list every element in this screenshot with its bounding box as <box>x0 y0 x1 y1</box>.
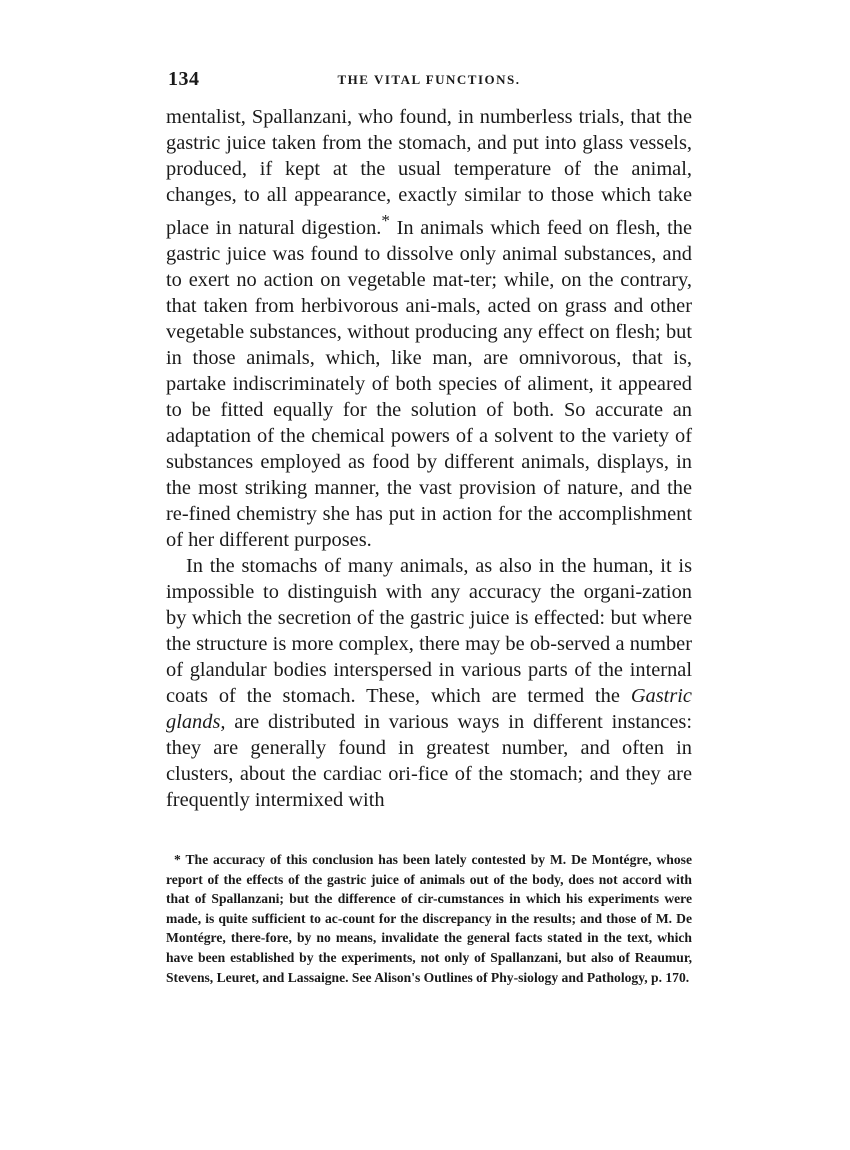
paragraph-2-text-a: In the stomachs of many animals, as also in the human, it is impossible to distinguish with any accuracy the organi-zation by which the secretion of the gastric juice is effected: but where the structure is more complex, there may be ob-served a number of glandular bodies interspersed in various parts of the internal coats of the stomach. These, which are termed the <box>166 554 692 707</box>
page-header <box>168 68 690 92</box>
gastric-glands-term: Gastric glands, <box>166 684 692 733</box>
footnote-reference: * <box>381 211 390 230</box>
body-text <box>166 104 692 813</box>
paragraph-1-text-b: In animals which feed on flesh, the gastric juice was found to dissolve only animal substances, and to exert no action on vegetable mat-ter; while, on the contrary, that taken from herbivorous ani-mals, acted on grass and other vegetable substances, without producing any effect on flesh; but in those animals, which, like man, are omnivorous, that is, partake indiscriminately of both species of aliment, it appeared to be fitted equally for the solution of both. So accurate an adaptation of the chemical powers of a solvent to the variety of substances employed as food by different animals, displays, in the most striking manner, the vast provision of nature, and the re-fined chemistry she has put in action for the accomplishment of her different purposes. <box>166 216 693 551</box>
page-number: 134 <box>168 68 200 90</box>
paragraph-1 <box>166 104 692 553</box>
paragraph-2-text-b: are distributed in various ways in different instances: they are generally found in greatest number, and often in clusters, about the cardiac ori-fice of the stomach; and they are frequently intermixed with <box>166 710 692 811</box>
running-head: THE VITAL FUNCTIONS. <box>337 72 521 87</box>
footnote-text: * The accuracy of this conclusion has been lately contested by M. De Montégre, whose report of the effects of the gastric juice of animals out of the body, does not accord with that of Spallanzani; but the difference of cir-cumstances in which his experiments were made, is quite sufficient to ac-count for the discrepancy in the results; and those of M. De Montégre, there-fore, by no means, invalidate the general facts stated in the text, which have been established by the experiments, not only of Spallanzani, but also of Reaumur, Stevens, Leuret, and Lassaigne. See Alison's Outlines of Phy-siology and Pathology, p. 170. <box>166 852 692 985</box>
footnote <box>166 850 692 987</box>
paragraph-1-text-a: mentalist, Spallanzani, who found, in numberless trials, that the gastric juice taken from the stomach, and put into glass vessels, produced, if kept at the usual temperature of the animal, changes, to all appearance, exactly similar to those which take place in natural digestion. <box>166 106 692 239</box>
paragraph-2 <box>166 553 692 813</box>
